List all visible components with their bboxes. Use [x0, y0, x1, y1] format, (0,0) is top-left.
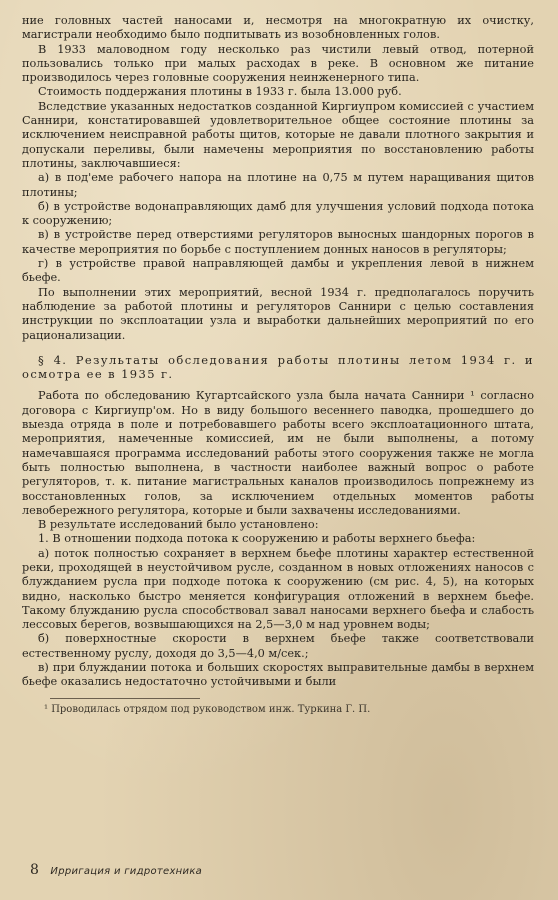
list-item: в) в устройстве перед отверстиями регуляторов выносных шандорных порогов в качестве мероприятия по борьбе с поступлением донных наносов в регуляторы;: [22, 228, 534, 256]
page-body: [22, 14, 534, 716]
paragraph: В результате исследований было установлено:: [38, 518, 319, 532]
list-item: б) в устройстве водонаправляющих дамб для улучшения условий подхода потока к сооружению;: [22, 199, 534, 228]
list-item: в) при блуждании потока и больших скоростях выправительные дамбы в верхнем бьефе оказались недостаточно устойчивыми и были: [22, 661, 534, 689]
paragraph: 1. В отношении подхода потока к сооружению и работы верхнего бьефа:: [38, 532, 476, 546]
bottom-text-block: [22, 389, 534, 689]
footnote-divider: [50, 698, 200, 699]
top-text-block: [22, 14, 534, 343]
list-item: а) поток полностью сохраняет в верхнем бьефе плотины характер естественной реки, проходящей в неустойчивом русле, созданном в новых отложениях наносов с блужданием русла при подходе потока к сооружению (см рис. 4, 5), на которых видно, насколько быстро меняется конфигурация отложений в верхнем бьефе. Такому блужданию русла способствовал завал наносами верхнего бьефа и слабость лессовых берегов, возвышающихся на 2,5—3,0 м над уровнем воды;: [22, 546, 534, 632]
journal-title: Ирригация и гидротехника: [50, 866, 203, 877]
paragraph: По выполнении этих мероприятий, весной 1934 г. предполагалось поручить наблюдение за работой плотины и регуляторов Саннири с целью составления инструкции по эксплоатации узла и выработки дальнейших мероприятий по его рационализации.: [22, 285, 534, 342]
section-heading: § 4. Результаты обследования работы плотины летом 1934 г. и осмотра ее в 1935 г.: [22, 352, 534, 382]
paragraph: Стоимость поддержания плотины в 1933 г. была 13.000 руб.: [38, 85, 402, 99]
list-item: г) в устройстве правой направляющей дамбы и укрепления левой в нижнем бьефе.: [22, 257, 534, 285]
list-item: а) в под'еме рабочего напора на плотине на 0,75 м путем наращивания щитов плотины;: [22, 171, 534, 199]
list-item: б) поверхностные скорости в верхнем бьефе также соответствовали естественному руслу, доходя до 3,5—4,0 м/сек.;: [22, 632, 534, 660]
paragraph: В 1933 маловодном году несколько раз чистили левый отвод, потерной пользовались только при малых расходах в реке. В основном же питание производилось через головные сооружения неинженерного типа.: [22, 42, 534, 85]
paragraph: ние головных частей наносами и, несмотря на многократную их очистку, магистрали необходимо было подпитывать из возобновленных голов.: [22, 14, 534, 42]
page-footer: [30, 862, 202, 878]
footnote: ¹ Проводилась отрядом под руководством инж. Туркина Г. П.: [44, 703, 371, 715]
page-number: 8: [30, 862, 39, 878]
paragraph: Вследствие указанных недостатков созданной Киргиупром комиссией с участием Саннири, констатировавшей удовлетворительное общее состояние плотины за исключением неисправной работы щитов, которые не давали плотного закрытия и допускали переливы, были намечены мероприятия по восстановлению работы плотины, заключавшиеся:: [22, 99, 534, 170]
paragraph: Работа по обследованию Кугартсайского узла была начата Саннири ¹ согласно договора с Киргиупр'ом. Но в виду большого весеннего паводка, прошедшего до выезда отряда в поле и потребовавшего работы всего эксплоатационного штата, мероприятия, намеченные комиссией, им не были выполнены, а потому намечавшаяся программа исследований работы этого сооружения также не могла быть полностью выполнена, в частности наиболее важный вопрос о работе регуляторов, т. к. питание магистральных каналов производилось попрежнему из восстановленных голов, за исключением отдельных моментов работы левобережного регулятора, которые и были захвачены исследованиями.: [22, 389, 534, 517]
